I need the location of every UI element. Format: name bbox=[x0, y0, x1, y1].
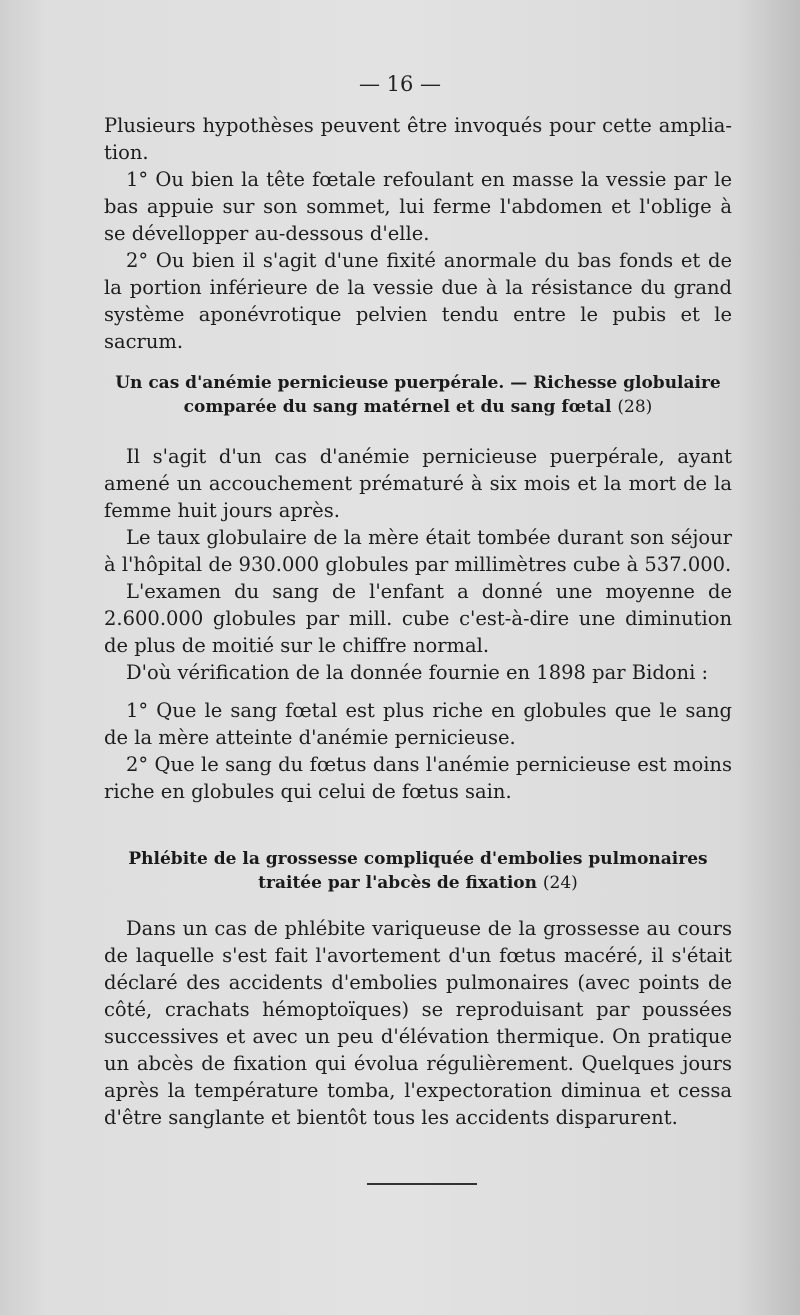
section2-title-line1: Phlébite de la grossesse compliquée d'embolies pulmonaires bbox=[128, 849, 708, 869]
section1-title-line1: Un cas d'anémie pernicieuse puerpérale. — Richesse globulaire bbox=[115, 373, 721, 393]
intro-paragraph-2: 1° Ou bien la tête fœtale refoulant en masse la vessie par le bas appuie sur son sommet, lui ferme l'abdomen et l'oblige à se dévellopper au-dessous d'elle. bbox=[104, 168, 732, 245]
intro-text bbox=[104, 112, 732, 355]
page-number: — 16 — bbox=[358, 72, 442, 96]
section1-paragraph-1: Il s'agit d'un cas d'anémie pernicieuse puerpérale, ayant amené un accouchement prématuré à six mois et la mort de la femme huit jours après. bbox=[104, 445, 732, 522]
section1-reference: (28) bbox=[617, 397, 653, 417]
section1-heading bbox=[104, 371, 732, 419]
section2-heading bbox=[104, 847, 732, 895]
section1-paragraph-3: L'examen du sang de l'enfant a donné une moyenne de 2.600.000 globules par mill. cube c'est-à-dire une diminution de plus de moitié sur le chiffre normal. bbox=[104, 580, 732, 657]
section2-paragraph-1: Dans un cas de phlébite variqueuse de la grossesse au cours de laquelle s'est fait l'avortement d'un fœtus macéré, il s'était déclaré des accidents d'embolies pulmonaires (avec points de côté, crachats hémoptoïques) se reproduisant par poussées successives et avec un peu d'élévation thermique. On pratique un abcès de fixation qui évolua régulièrement. Quelques jours après la température tomba, l'expectoration diminua et cessa d'être sanglante et bientôt tous les accidents disparurent. bbox=[104, 917, 732, 1129]
section2-reference: (24) bbox=[542, 873, 578, 893]
section2-title-line2: traitée par l'abcès de fixation bbox=[258, 873, 537, 893]
section1-paragraph-4: D'où vérification de la donnée fournie en 1898 par Bidoni : bbox=[126, 661, 709, 684]
section1-paragraph-6: 2° Que le sang du fœtus dans l'anémie pernicieuse est moins riche en globules qui celui de fœtus sain. bbox=[104, 753, 732, 803]
end-rule bbox=[367, 1183, 477, 1185]
intro-paragraph-1: Plusieurs hypothèses peuvent être invoqués pour cette ampliation. bbox=[104, 114, 732, 164]
section2-text bbox=[104, 915, 732, 1131]
section1-paragraph-5: 1° Que le sang fœtal est plus riche en globules que le sang de la mère atteinte d'anémie pernicieuse. bbox=[104, 699, 732, 749]
section1-paragraph-2: Le taux globulaire de la mère était tombée durant son séjour à l'hôpital de 930.000 globules par millimètres cube à 537.000. bbox=[104, 526, 732, 576]
intro-paragraph-3: 2° Ou bien il s'agit d'une fixité anormale du bas fonds et de la portion inférieure de la vessie due à la résistance du grand système aponévrotique pelvien tendu entre le pubis et le sacrum. bbox=[104, 249, 732, 353]
section1-title-line2: comparée du sang matérnel et du sang fœtal bbox=[183, 397, 612, 417]
section1-text bbox=[104, 443, 732, 805]
